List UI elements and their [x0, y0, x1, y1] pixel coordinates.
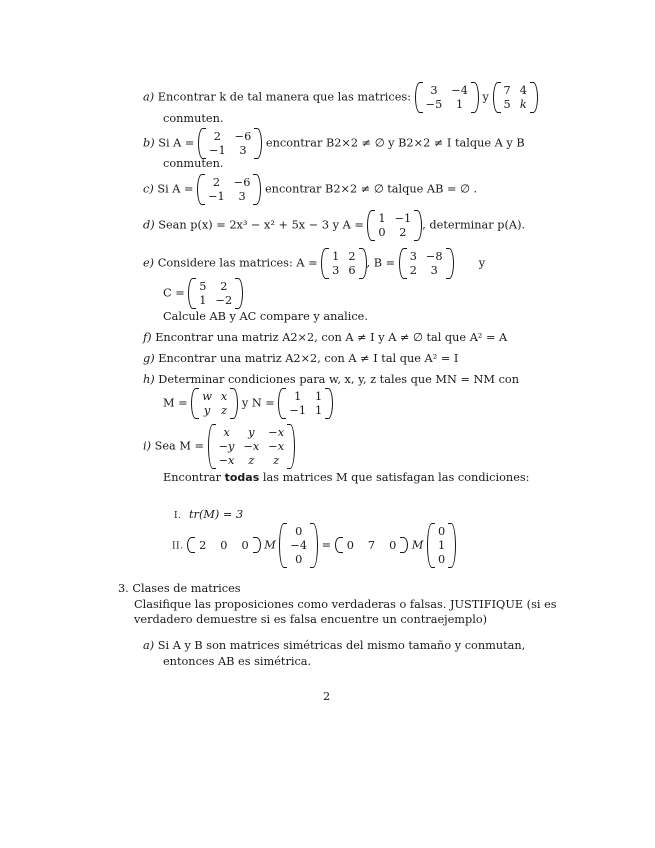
item-h [143, 373, 519, 386]
item-f-label: f) [143, 331, 152, 344]
item-b [143, 128, 525, 159]
section3-heading: 3. Clases de matrices [118, 582, 241, 595]
item-e-matrixC: 5 2 1 −2 [188, 278, 243, 309]
item-b-text: encontrar B2×2 ≠ ∅ y B2×2 ≠ I talque A y B [265, 136, 525, 150]
item-i-c2: II. 2 0 0 M 0 −4 0 = 0 7 0 M 0 1 0 [172, 523, 456, 568]
item-b-label: b) [143, 136, 155, 150]
item-e [143, 248, 485, 279]
item-e-cont: Calcule AB y AC compare y analice. [163, 310, 368, 323]
item-e-C: C = 5 2 1 −2 [163, 278, 243, 309]
item-d [143, 210, 525, 241]
section3-item-a: a) Si A y B son matrices simétricas del mismo tamaño y conmutan, [143, 639, 526, 652]
item-i-c2-col2: 0 1 0 [427, 523, 456, 568]
item-a-cont: conmuten. [163, 112, 224, 125]
item-c-label: c) [143, 182, 154, 196]
item-e-B: , B = [366, 256, 396, 270]
item-d-matrix: 1 −1 0 2 [367, 210, 422, 241]
item-c-intro: Si A = [157, 182, 194, 196]
item-e-matrixA: 1 2 3 6 [321, 248, 366, 279]
section3-line2: verdadero demuestre si es falsa encuentre un contraejemplo) [134, 613, 488, 626]
item-i-matrix: x y −x −y −x −x −x z z [208, 424, 296, 469]
item-i-intro: Sea M = [154, 439, 204, 453]
item-h-matrixM: w x y z [191, 388, 238, 419]
item-i-c2-row2: 0 7 0 [335, 537, 409, 553]
item-h-matrices: M = w x y z y N = 1 1 −1 1 [163, 388, 333, 419]
item-i-bold: todas [224, 471, 260, 484]
section3-item-a-text: Si A y B son matrices simétricas del mismo tamaño y conmutan, [157, 639, 526, 652]
item-b-cont: conmuten. [163, 157, 224, 170]
item-i-condition: Encontrar todas las matrices M que satisfagan las condiciones: [163, 471, 530, 484]
item-i-c2-col1: 0 −4 0 [279, 523, 318, 568]
item-i-c2-row1: 2 0 0 [187, 537, 261, 553]
item-c-matrix: 2 −6 −1 3 [197, 174, 261, 205]
item-c-text: encontrar B2×2 ≠ ∅ talque AB = ∅ . [265, 182, 478, 196]
item-d-after: , determinar p(A). [422, 218, 526, 232]
item-f-text: Encontrar una matriz A2×2, con A ≠ I y A ≠ ∅ tal que A² = A [155, 331, 508, 344]
item-e-label: e) [143, 256, 155, 270]
item-a [143, 82, 538, 113]
item-d-label: d) [143, 218, 155, 232]
item-h-matrixN: 1 1 −1 1 [278, 388, 333, 419]
item-a-label: a) [143, 90, 155, 104]
section3-line1: Clasifique las proposiciones como verdaderas o falsas. JUSTIFIQUE (si es [134, 598, 557, 611]
item-b-intro: Si A = [158, 136, 195, 150]
item-g-label: g) [143, 352, 155, 365]
item-e-y: y [478, 256, 486, 270]
item-e-matrixB: 3 −8 2 3 [399, 248, 454, 279]
item-a-matrix1: 3 −4 −5 1 [415, 82, 479, 113]
item-g [143, 352, 458, 365]
item-h-label: h) [143, 373, 155, 386]
item-a-matrix2: 7 4 5 k [493, 82, 538, 113]
item-a-y: y [482, 90, 489, 104]
item-i-c1: I. tr(M) = 3 [174, 508, 244, 521]
item-e-text: Considere las matrices: A = [157, 256, 318, 270]
item-f [143, 331, 507, 344]
item-c [143, 174, 477, 205]
page-number: 2 [323, 690, 331, 703]
item-g-text: Encontrar una matriz A2×2, con A ≠ I tal que A² = I [158, 352, 459, 365]
item-d-text: Sean p(x) = 2x³ − x² + 5x − 3 y A = [158, 218, 364, 232]
section3-item-a-cont: entonces AB es simétrica. [163, 655, 312, 668]
item-b-matrix: 2 −6 −1 3 [198, 128, 262, 159]
item-h-text: Determinar condiciones para w, x, y, z tales que MN = NM con [158, 373, 519, 386]
item-a-text: Encontrar k de tal manera que las matrices: [157, 90, 412, 104]
item-i [143, 424, 295, 469]
item-i-label: i) [143, 439, 152, 453]
